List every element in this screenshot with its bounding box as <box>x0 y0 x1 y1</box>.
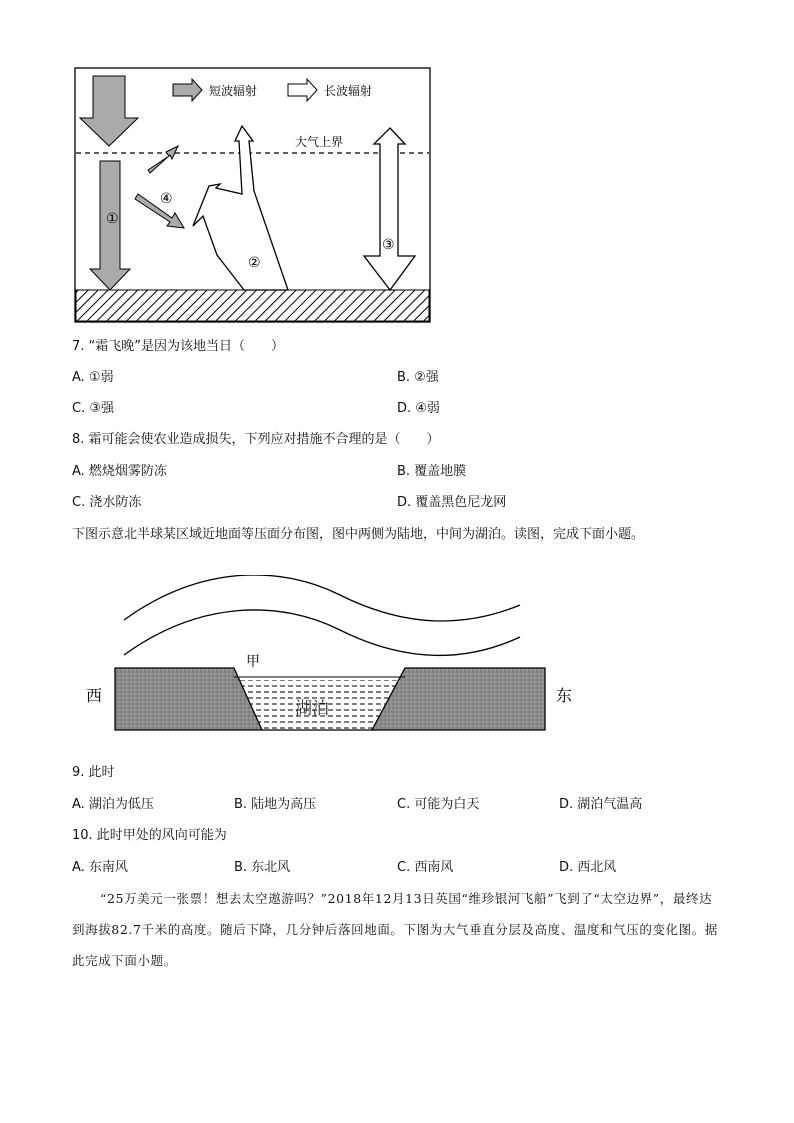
q8-option-b[interactable]: B. 覆盖地膜 <box>397 464 467 479</box>
mark-4: ④ <box>160 191 173 207</box>
q7-option-a[interactable]: A. ①弱 <box>72 370 114 385</box>
q10-option-c[interactable]: C. 西南风 <box>397 860 454 875</box>
mark-3: ③ <box>382 237 395 253</box>
q10-stem: 10. 此时甲处的风向可能为 <box>72 828 227 843</box>
q9-stem: 9. 此时 <box>72 765 115 780</box>
lake-label: 湖泊 <box>295 699 329 719</box>
q10-option-b[interactable]: B. 东北风 <box>234 860 291 875</box>
q9-option-b[interactable]: B. 陆地为高压 <box>234 797 317 812</box>
q9-option-d[interactable]: D. 湖泊气温高 <box>559 797 643 812</box>
intro-text: 下图示意北半球某区域近地面等压面分布图，图中两侧为陆地，中间为湖泊。读图，完成下面小题。 <box>72 527 645 542</box>
q9-option-a[interactable]: A. 湖泊为低压 <box>72 797 154 812</box>
legend-long-label: 长波辐射 <box>324 84 373 98</box>
passage-text: “25万美元一张票！想去太空遨游吗？”2018年12月13日英国“维珍银河飞船”飞到了“太空边界”，最终达到海拔82.7千米的高度。随后下降，几分钟后落回地面。下图为大气垂直分层及高度、温度和气压的变化图。据此完成下面小题。 <box>72 891 718 968</box>
isobar-lower <box>124 610 520 656</box>
boundary-label: 大气上界 <box>295 135 344 149</box>
q10-option-d[interactable]: D. 西北风 <box>559 860 617 875</box>
q7-stem: 7. “霜飞晚”是因为该地当日（ ） <box>72 339 285 354</box>
west-label: 西 <box>86 686 103 705</box>
q10-option-a[interactable]: A. 东南风 <box>72 860 128 875</box>
q9-option-c[interactable]: C. 可能为白天 <box>397 797 480 812</box>
mark-2: ② <box>248 255 261 271</box>
isobar-upper <box>124 575 520 621</box>
isobar-diagram <box>80 575 590 740</box>
radiation-diagram <box>74 66 434 326</box>
east-label: 东 <box>556 686 573 705</box>
q7-option-d[interactable]: D. ④弱 <box>397 401 440 416</box>
q8-option-d[interactable]: D. 覆盖黑色尼龙网 <box>397 495 507 510</box>
legend-short-label: 短波辐射 <box>209 84 258 98</box>
point-jia-label: 甲 <box>246 654 260 670</box>
q8-stem: 8. 霜可能会使农业造成损失，下列应对措施不合理的是（ ） <box>72 432 440 447</box>
q8-option-a[interactable]: A. 燃烧烟雾防冻 <box>72 464 167 479</box>
q8-option-c[interactable]: C. 浇水防冻 <box>72 495 142 510</box>
ground-surface <box>76 290 429 321</box>
q7-option-b[interactable]: B. ②强 <box>397 370 439 385</box>
mark-1: ① <box>106 211 119 227</box>
q7-option-c[interactable]: C. ③强 <box>72 401 114 416</box>
